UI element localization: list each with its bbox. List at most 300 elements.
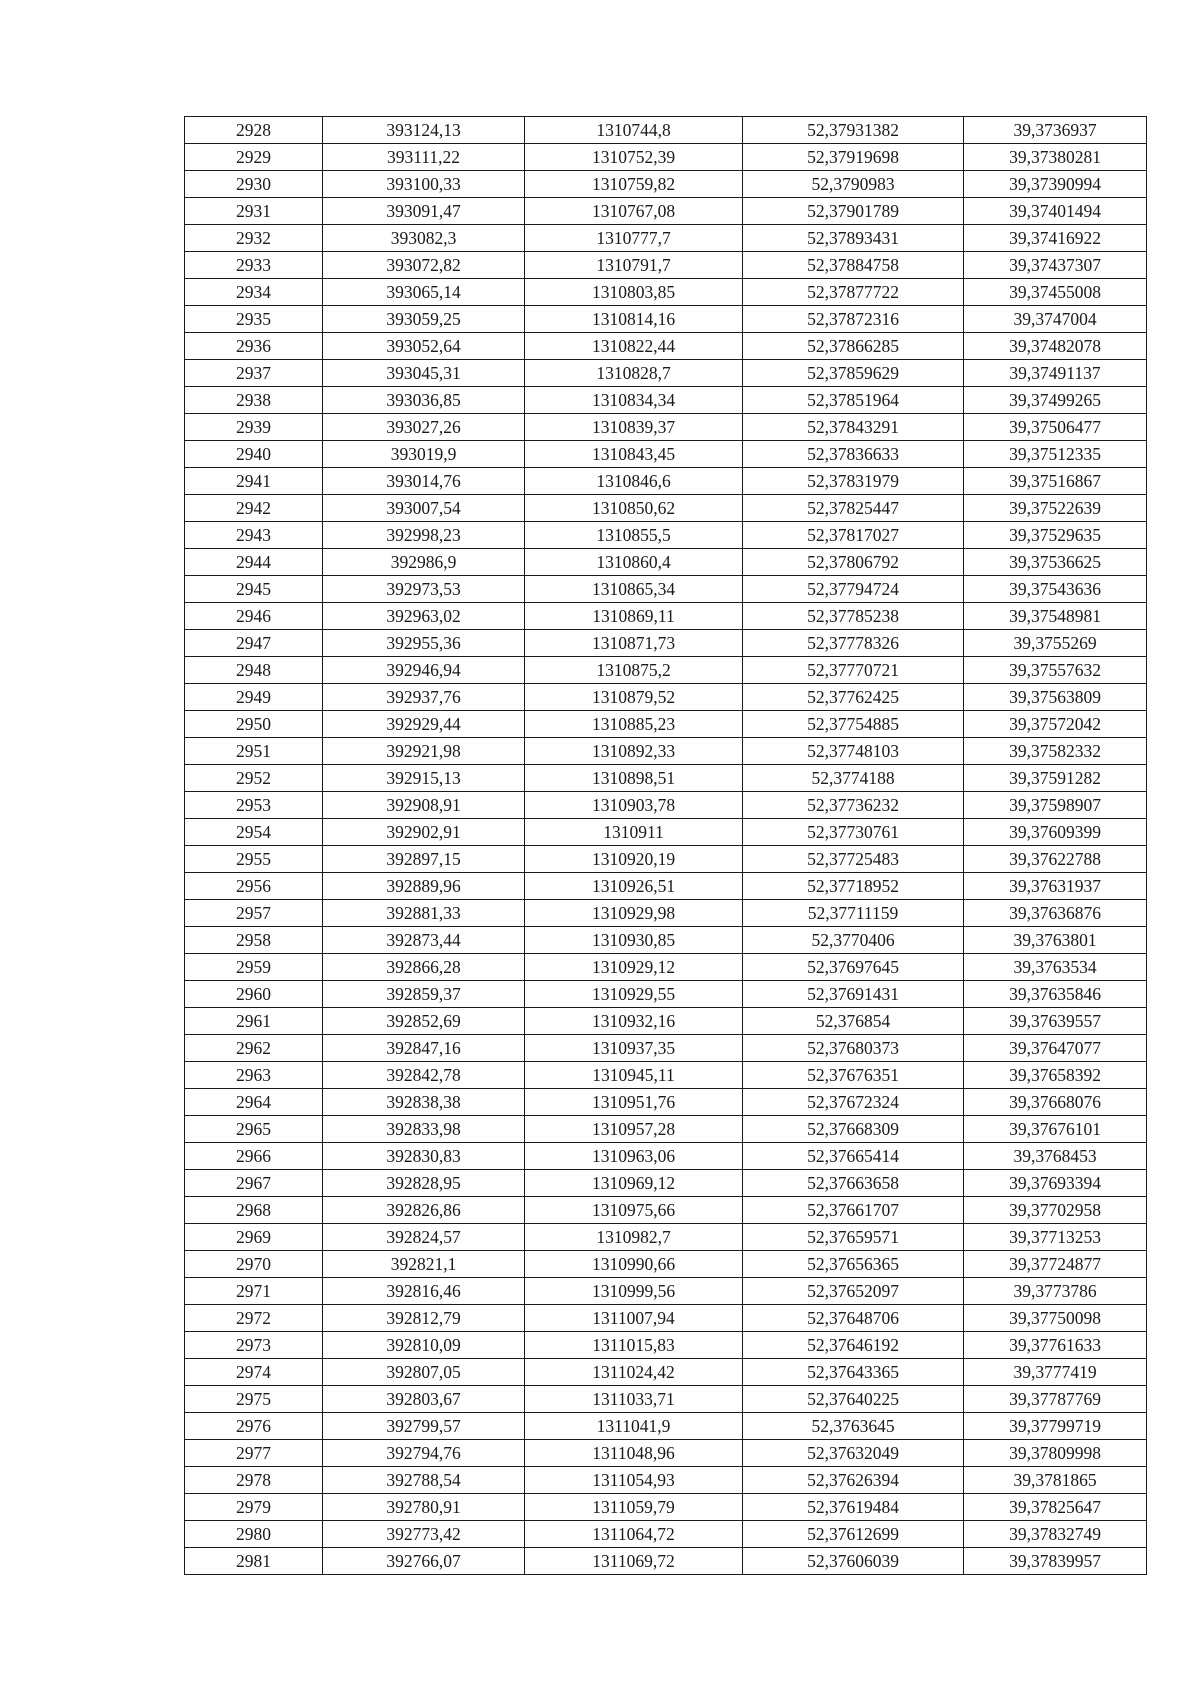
y-coordinate-cell: 1310930,85 (525, 927, 743, 954)
longitude-cell: 39,37787769 (964, 1386, 1147, 1413)
point-number-cell: 2933 (185, 252, 323, 279)
longitude-cell: 39,37635846 (964, 981, 1147, 1008)
point-number-cell: 2948 (185, 657, 323, 684)
x-coordinate-cell: 392799,57 (323, 1413, 525, 1440)
x-coordinate-cell: 392902,91 (323, 819, 525, 846)
y-coordinate-cell: 1311007,94 (525, 1305, 743, 1332)
point-number-cell: 2943 (185, 522, 323, 549)
latitude-cell: 52,37877722 (743, 279, 964, 306)
longitude-cell: 39,37591282 (964, 765, 1147, 792)
longitude-cell: 39,37557632 (964, 657, 1147, 684)
x-coordinate-cell: 392946,94 (323, 657, 525, 684)
point-number-cell: 2968 (185, 1197, 323, 1224)
latitude-cell: 52,3770406 (743, 927, 964, 954)
x-coordinate-cell: 392766,07 (323, 1548, 525, 1575)
x-coordinate-cell: 392998,23 (323, 522, 525, 549)
y-coordinate-cell: 1311059,79 (525, 1494, 743, 1521)
x-coordinate-cell: 392897,15 (323, 846, 525, 873)
latitude-cell: 52,37661707 (743, 1197, 964, 1224)
longitude-cell: 39,37825647 (964, 1494, 1147, 1521)
x-coordinate-cell: 392859,37 (323, 981, 525, 1008)
point-number-cell: 2950 (185, 711, 323, 738)
y-coordinate-cell: 1310828,7 (525, 360, 743, 387)
longitude-cell: 39,37799719 (964, 1413, 1147, 1440)
y-coordinate-cell: 1310871,73 (525, 630, 743, 657)
y-coordinate-cell: 1310975,66 (525, 1197, 743, 1224)
x-coordinate-cell: 393045,31 (323, 360, 525, 387)
latitude-cell: 52,37806792 (743, 549, 964, 576)
longitude-cell: 39,37724877 (964, 1251, 1147, 1278)
x-coordinate-cell: 392929,44 (323, 711, 525, 738)
latitude-cell: 52,37762425 (743, 684, 964, 711)
y-coordinate-cell: 1310898,51 (525, 765, 743, 792)
x-coordinate-cell: 392826,86 (323, 1197, 525, 1224)
latitude-cell: 52,3763645 (743, 1413, 964, 1440)
x-coordinate-cell: 392873,44 (323, 927, 525, 954)
y-coordinate-cell: 1310929,98 (525, 900, 743, 927)
table-row (185, 1197, 1147, 1224)
longitude-cell: 39,37491137 (964, 360, 1147, 387)
latitude-cell: 52,37672324 (743, 1089, 964, 1116)
y-coordinate-cell: 1310969,12 (525, 1170, 743, 1197)
x-coordinate-cell: 393059,25 (323, 306, 525, 333)
y-coordinate-cell: 1310929,12 (525, 954, 743, 981)
latitude-cell: 52,37691431 (743, 981, 964, 1008)
y-coordinate-cell: 1310752,39 (525, 144, 743, 171)
y-coordinate-cell: 1311033,71 (525, 1386, 743, 1413)
point-number-cell: 2970 (185, 1251, 323, 1278)
latitude-cell: 52,37919698 (743, 144, 964, 171)
table-row (185, 495, 1147, 522)
x-coordinate-cell: 392821,1 (323, 1251, 525, 1278)
longitude-cell: 39,37482078 (964, 333, 1147, 360)
y-coordinate-cell: 1310791,7 (525, 252, 743, 279)
latitude-cell: 52,37619484 (743, 1494, 964, 1521)
table-row (185, 468, 1147, 495)
point-number-cell: 2952 (185, 765, 323, 792)
x-coordinate-cell: 393052,64 (323, 333, 525, 360)
latitude-cell: 52,37730761 (743, 819, 964, 846)
latitude-cell: 52,37643365 (743, 1359, 964, 1386)
y-coordinate-cell: 1310875,2 (525, 657, 743, 684)
longitude-cell: 39,37506477 (964, 414, 1147, 441)
latitude-cell: 52,37680373 (743, 1035, 964, 1062)
longitude-cell: 39,3763534 (964, 954, 1147, 981)
latitude-cell: 52,37785238 (743, 603, 964, 630)
table-row (185, 711, 1147, 738)
longitude-cell: 39,37639557 (964, 1008, 1147, 1035)
x-coordinate-cell: 393082,3 (323, 225, 525, 252)
point-number-cell: 2980 (185, 1521, 323, 1548)
table-row (185, 1494, 1147, 1521)
latitude-cell: 52,37794724 (743, 576, 964, 603)
point-number-cell: 2937 (185, 360, 323, 387)
point-number-cell: 2962 (185, 1035, 323, 1062)
point-number-cell: 2938 (185, 387, 323, 414)
longitude-cell: 39,3773786 (964, 1278, 1147, 1305)
y-coordinate-cell: 1310920,19 (525, 846, 743, 873)
longitude-cell: 39,37529635 (964, 522, 1147, 549)
y-coordinate-cell: 1310839,37 (525, 414, 743, 441)
y-coordinate-cell: 1311054,93 (525, 1467, 743, 1494)
x-coordinate-cell: 392812,79 (323, 1305, 525, 1332)
y-coordinate-cell: 1310759,82 (525, 171, 743, 198)
x-coordinate-cell: 392915,13 (323, 765, 525, 792)
x-coordinate-cell: 392803,67 (323, 1386, 525, 1413)
latitude-cell: 52,37659571 (743, 1224, 964, 1251)
y-coordinate-cell: 1310834,34 (525, 387, 743, 414)
y-coordinate-cell: 1310982,7 (525, 1224, 743, 1251)
longitude-cell: 39,3755269 (964, 630, 1147, 657)
x-coordinate-cell: 392986,9 (323, 549, 525, 576)
point-number-cell: 2966 (185, 1143, 323, 1170)
latitude-cell: 52,37893431 (743, 225, 964, 252)
point-number-cell: 2977 (185, 1440, 323, 1467)
y-coordinate-cell: 1310963,06 (525, 1143, 743, 1170)
y-coordinate-cell: 1310929,55 (525, 981, 743, 1008)
x-coordinate-cell: 393065,14 (323, 279, 525, 306)
latitude-cell: 52,37884758 (743, 252, 964, 279)
x-coordinate-cell: 393036,85 (323, 387, 525, 414)
table-row (185, 414, 1147, 441)
point-number-cell: 2932 (185, 225, 323, 252)
latitude-cell: 52,37648706 (743, 1305, 964, 1332)
point-number-cell: 2940 (185, 441, 323, 468)
longitude-cell: 39,37401494 (964, 198, 1147, 225)
y-coordinate-cell: 1310926,51 (525, 873, 743, 900)
latitude-cell: 52,37931382 (743, 117, 964, 144)
point-number-cell: 2936 (185, 333, 323, 360)
table-row (185, 252, 1147, 279)
point-number-cell: 2931 (185, 198, 323, 225)
longitude-cell: 39,37693394 (964, 1170, 1147, 1197)
longitude-cell: 39,37516867 (964, 468, 1147, 495)
point-number-cell: 2935 (185, 306, 323, 333)
table-row (185, 1035, 1147, 1062)
table-row (185, 171, 1147, 198)
x-coordinate-cell: 392824,57 (323, 1224, 525, 1251)
table-row (185, 1116, 1147, 1143)
point-number-cell: 2930 (185, 171, 323, 198)
longitude-cell: 39,37839957 (964, 1548, 1147, 1575)
y-coordinate-cell: 1310777,7 (525, 225, 743, 252)
longitude-cell: 39,37499265 (964, 387, 1147, 414)
latitude-cell: 52,37640225 (743, 1386, 964, 1413)
point-number-cell: 2981 (185, 1548, 323, 1575)
x-coordinate-cell: 393007,54 (323, 495, 525, 522)
table-row (185, 144, 1147, 171)
longitude-cell: 39,3763801 (964, 927, 1147, 954)
latitude-cell: 52,37632049 (743, 1440, 964, 1467)
point-number-cell: 2955 (185, 846, 323, 873)
table-row (185, 684, 1147, 711)
y-coordinate-cell: 1311015,83 (525, 1332, 743, 1359)
longitude-cell: 39,37582332 (964, 738, 1147, 765)
x-coordinate-cell: 393072,82 (323, 252, 525, 279)
longitude-cell: 39,3736937 (964, 117, 1147, 144)
y-coordinate-cell: 1310932,16 (525, 1008, 743, 1035)
table-row (185, 1359, 1147, 1386)
latitude-cell: 52,37843291 (743, 414, 964, 441)
longitude-cell: 39,37572042 (964, 711, 1147, 738)
y-coordinate-cell: 1310911 (525, 819, 743, 846)
table-row (185, 765, 1147, 792)
latitude-cell: 52,3774188 (743, 765, 964, 792)
point-number-cell: 2979 (185, 1494, 323, 1521)
table-row (185, 387, 1147, 414)
y-coordinate-cell: 1310822,44 (525, 333, 743, 360)
table-row (185, 1062, 1147, 1089)
longitude-cell: 39,37636876 (964, 900, 1147, 927)
latitude-cell: 52,37646192 (743, 1332, 964, 1359)
table-row (185, 1224, 1147, 1251)
point-number-cell: 2974 (185, 1359, 323, 1386)
point-number-cell: 2975 (185, 1386, 323, 1413)
longitude-cell: 39,37631937 (964, 873, 1147, 900)
y-coordinate-cell: 1310855,5 (525, 522, 743, 549)
longitude-cell: 39,37455008 (964, 279, 1147, 306)
x-coordinate-cell: 392881,33 (323, 900, 525, 927)
latitude-cell: 52,37866285 (743, 333, 964, 360)
table-row (185, 603, 1147, 630)
y-coordinate-cell: 1310843,45 (525, 441, 743, 468)
y-coordinate-cell: 1310803,85 (525, 279, 743, 306)
table-row (185, 306, 1147, 333)
table-row (185, 1521, 1147, 1548)
x-coordinate-cell: 392921,98 (323, 738, 525, 765)
y-coordinate-cell: 1310892,33 (525, 738, 743, 765)
table-row (185, 630, 1147, 657)
x-coordinate-cell: 392937,76 (323, 684, 525, 711)
y-coordinate-cell: 1310903,78 (525, 792, 743, 819)
table-row (185, 1413, 1147, 1440)
table-row (185, 1332, 1147, 1359)
point-number-cell: 2947 (185, 630, 323, 657)
longitude-cell: 39,37702958 (964, 1197, 1147, 1224)
longitude-cell: 39,37598907 (964, 792, 1147, 819)
y-coordinate-cell: 1310990,66 (525, 1251, 743, 1278)
longitude-cell: 39,37536625 (964, 549, 1147, 576)
latitude-cell: 52,37718952 (743, 873, 964, 900)
point-number-cell: 2969 (185, 1224, 323, 1251)
y-coordinate-cell: 1311048,96 (525, 1440, 743, 1467)
point-number-cell: 2928 (185, 117, 323, 144)
table-row (185, 819, 1147, 846)
y-coordinate-cell: 1310865,34 (525, 576, 743, 603)
x-coordinate-cell: 392828,95 (323, 1170, 525, 1197)
point-number-cell: 2953 (185, 792, 323, 819)
latitude-cell: 52,37626394 (743, 1467, 964, 1494)
table-row (185, 1170, 1147, 1197)
table-row (185, 792, 1147, 819)
latitude-cell: 52,37825447 (743, 495, 964, 522)
point-number-cell: 2965 (185, 1116, 323, 1143)
latitude-cell: 52,37711159 (743, 900, 964, 927)
y-coordinate-cell: 1310814,16 (525, 306, 743, 333)
point-number-cell: 2945 (185, 576, 323, 603)
latitude-cell: 52,37663658 (743, 1170, 964, 1197)
point-number-cell: 2941 (185, 468, 323, 495)
longitude-cell: 39,37512335 (964, 441, 1147, 468)
longitude-cell: 39,37522639 (964, 495, 1147, 522)
latitude-cell: 52,37697645 (743, 954, 964, 981)
point-number-cell: 2964 (185, 1089, 323, 1116)
x-coordinate-cell: 392807,05 (323, 1359, 525, 1386)
longitude-cell: 39,37809998 (964, 1440, 1147, 1467)
longitude-cell: 39,37543636 (964, 576, 1147, 603)
point-number-cell: 2949 (185, 684, 323, 711)
latitude-cell: 52,376854 (743, 1008, 964, 1035)
table-row (185, 333, 1147, 360)
latitude-cell: 52,37817027 (743, 522, 964, 549)
point-number-cell: 2961 (185, 1008, 323, 1035)
x-coordinate-cell: 393014,76 (323, 468, 525, 495)
table-row (185, 1089, 1147, 1116)
longitude-cell: 39,37832749 (964, 1521, 1147, 1548)
latitude-cell: 52,37770721 (743, 657, 964, 684)
x-coordinate-cell: 393091,47 (323, 198, 525, 225)
y-coordinate-cell: 1310999,56 (525, 1278, 743, 1305)
longitude-cell: 39,37647077 (964, 1035, 1147, 1062)
latitude-cell: 52,37901789 (743, 198, 964, 225)
x-coordinate-cell: 392973,53 (323, 576, 525, 603)
y-coordinate-cell: 1310860,4 (525, 549, 743, 576)
latitude-cell: 52,3790983 (743, 171, 964, 198)
point-number-cell: 2959 (185, 954, 323, 981)
longitude-cell: 39,37761633 (964, 1332, 1147, 1359)
point-number-cell: 2939 (185, 414, 323, 441)
latitude-cell: 52,37656365 (743, 1251, 964, 1278)
longitude-cell: 39,37563809 (964, 684, 1147, 711)
y-coordinate-cell: 1310879,52 (525, 684, 743, 711)
y-coordinate-cell: 1311024,42 (525, 1359, 743, 1386)
longitude-cell: 39,37668076 (964, 1089, 1147, 1116)
latitude-cell: 52,37665414 (743, 1143, 964, 1170)
table-row (185, 522, 1147, 549)
latitude-cell: 52,37748103 (743, 738, 964, 765)
table-row (185, 1548, 1147, 1575)
table-row (185, 117, 1147, 144)
x-coordinate-cell: 392963,02 (323, 603, 525, 630)
x-coordinate-cell: 392889,96 (323, 873, 525, 900)
table-row (185, 360, 1147, 387)
point-number-cell: 2976 (185, 1413, 323, 1440)
point-number-cell: 2944 (185, 549, 323, 576)
y-coordinate-cell: 1310869,11 (525, 603, 743, 630)
longitude-cell: 39,3768453 (964, 1143, 1147, 1170)
point-number-cell: 2946 (185, 603, 323, 630)
x-coordinate-cell: 392866,28 (323, 954, 525, 981)
x-coordinate-cell: 392838,38 (323, 1089, 525, 1116)
table-row (185, 549, 1147, 576)
x-coordinate-cell: 392773,42 (323, 1521, 525, 1548)
table-row (185, 1440, 1147, 1467)
latitude-cell: 52,37606039 (743, 1548, 964, 1575)
table-row (185, 279, 1147, 306)
table-row (185, 657, 1147, 684)
point-number-cell: 2971 (185, 1278, 323, 1305)
longitude-cell: 39,37676101 (964, 1116, 1147, 1143)
longitude-cell: 39,3777419 (964, 1359, 1147, 1386)
x-coordinate-cell: 392852,69 (323, 1008, 525, 1035)
y-coordinate-cell: 1311064,72 (525, 1521, 743, 1548)
point-number-cell: 2978 (185, 1467, 323, 1494)
x-coordinate-cell: 393027,26 (323, 414, 525, 441)
table-row (185, 1143, 1147, 1170)
latitude-cell: 52,37851964 (743, 387, 964, 414)
latitude-cell: 52,37754885 (743, 711, 964, 738)
x-coordinate-cell: 393111,22 (323, 144, 525, 171)
latitude-cell: 52,37872316 (743, 306, 964, 333)
x-coordinate-cell: 392810,09 (323, 1332, 525, 1359)
point-number-cell: 2957 (185, 900, 323, 927)
table-row (185, 846, 1147, 873)
x-coordinate-cell: 393124,13 (323, 117, 525, 144)
y-coordinate-cell: 1311041,9 (525, 1413, 743, 1440)
y-coordinate-cell: 1310846,6 (525, 468, 743, 495)
latitude-cell: 52,37652097 (743, 1278, 964, 1305)
table-row (185, 1305, 1147, 1332)
y-coordinate-cell: 1310744,8 (525, 117, 743, 144)
point-number-cell: 2956 (185, 873, 323, 900)
y-coordinate-cell: 1310885,23 (525, 711, 743, 738)
latitude-cell: 52,37725483 (743, 846, 964, 873)
latitude-cell: 52,37778326 (743, 630, 964, 657)
x-coordinate-cell: 392908,91 (323, 792, 525, 819)
y-coordinate-cell: 1310850,62 (525, 495, 743, 522)
x-coordinate-cell: 392955,36 (323, 630, 525, 657)
point-number-cell: 2967 (185, 1170, 323, 1197)
y-coordinate-cell: 1310945,11 (525, 1062, 743, 1089)
table-row (185, 927, 1147, 954)
table-row (185, 900, 1147, 927)
point-number-cell: 2954 (185, 819, 323, 846)
x-coordinate-cell: 393100,33 (323, 171, 525, 198)
point-number-cell: 2972 (185, 1305, 323, 1332)
table-row (185, 1278, 1147, 1305)
longitude-cell: 39,37548981 (964, 603, 1147, 630)
x-coordinate-cell: 392830,83 (323, 1143, 525, 1170)
table-row (185, 1386, 1147, 1413)
x-coordinate-cell: 393019,9 (323, 441, 525, 468)
latitude-cell: 52,37859629 (743, 360, 964, 387)
table-row (185, 1467, 1147, 1494)
longitude-cell: 39,37380281 (964, 144, 1147, 171)
y-coordinate-cell: 1310937,35 (525, 1035, 743, 1062)
longitude-cell: 39,37713253 (964, 1224, 1147, 1251)
latitude-cell: 52,37612699 (743, 1521, 964, 1548)
longitude-cell: 39,3747004 (964, 306, 1147, 333)
table-row (185, 1008, 1147, 1035)
table-row (185, 981, 1147, 1008)
point-number-cell: 2934 (185, 279, 323, 306)
table-row (185, 873, 1147, 900)
point-number-cell: 2942 (185, 495, 323, 522)
point-number-cell: 2960 (185, 981, 323, 1008)
longitude-cell: 39,37622788 (964, 846, 1147, 873)
latitude-cell: 52,37831979 (743, 468, 964, 495)
longitude-cell: 39,37750098 (964, 1305, 1147, 1332)
latitude-cell: 52,37736232 (743, 792, 964, 819)
table-row (185, 198, 1147, 225)
table-row (185, 954, 1147, 981)
latitude-cell: 52,37836633 (743, 441, 964, 468)
coordinates-table (184, 116, 1147, 1575)
latitude-cell: 52,37668309 (743, 1116, 964, 1143)
point-number-cell: 2929 (185, 144, 323, 171)
longitude-cell: 39,37609399 (964, 819, 1147, 846)
x-coordinate-cell: 392842,78 (323, 1062, 525, 1089)
